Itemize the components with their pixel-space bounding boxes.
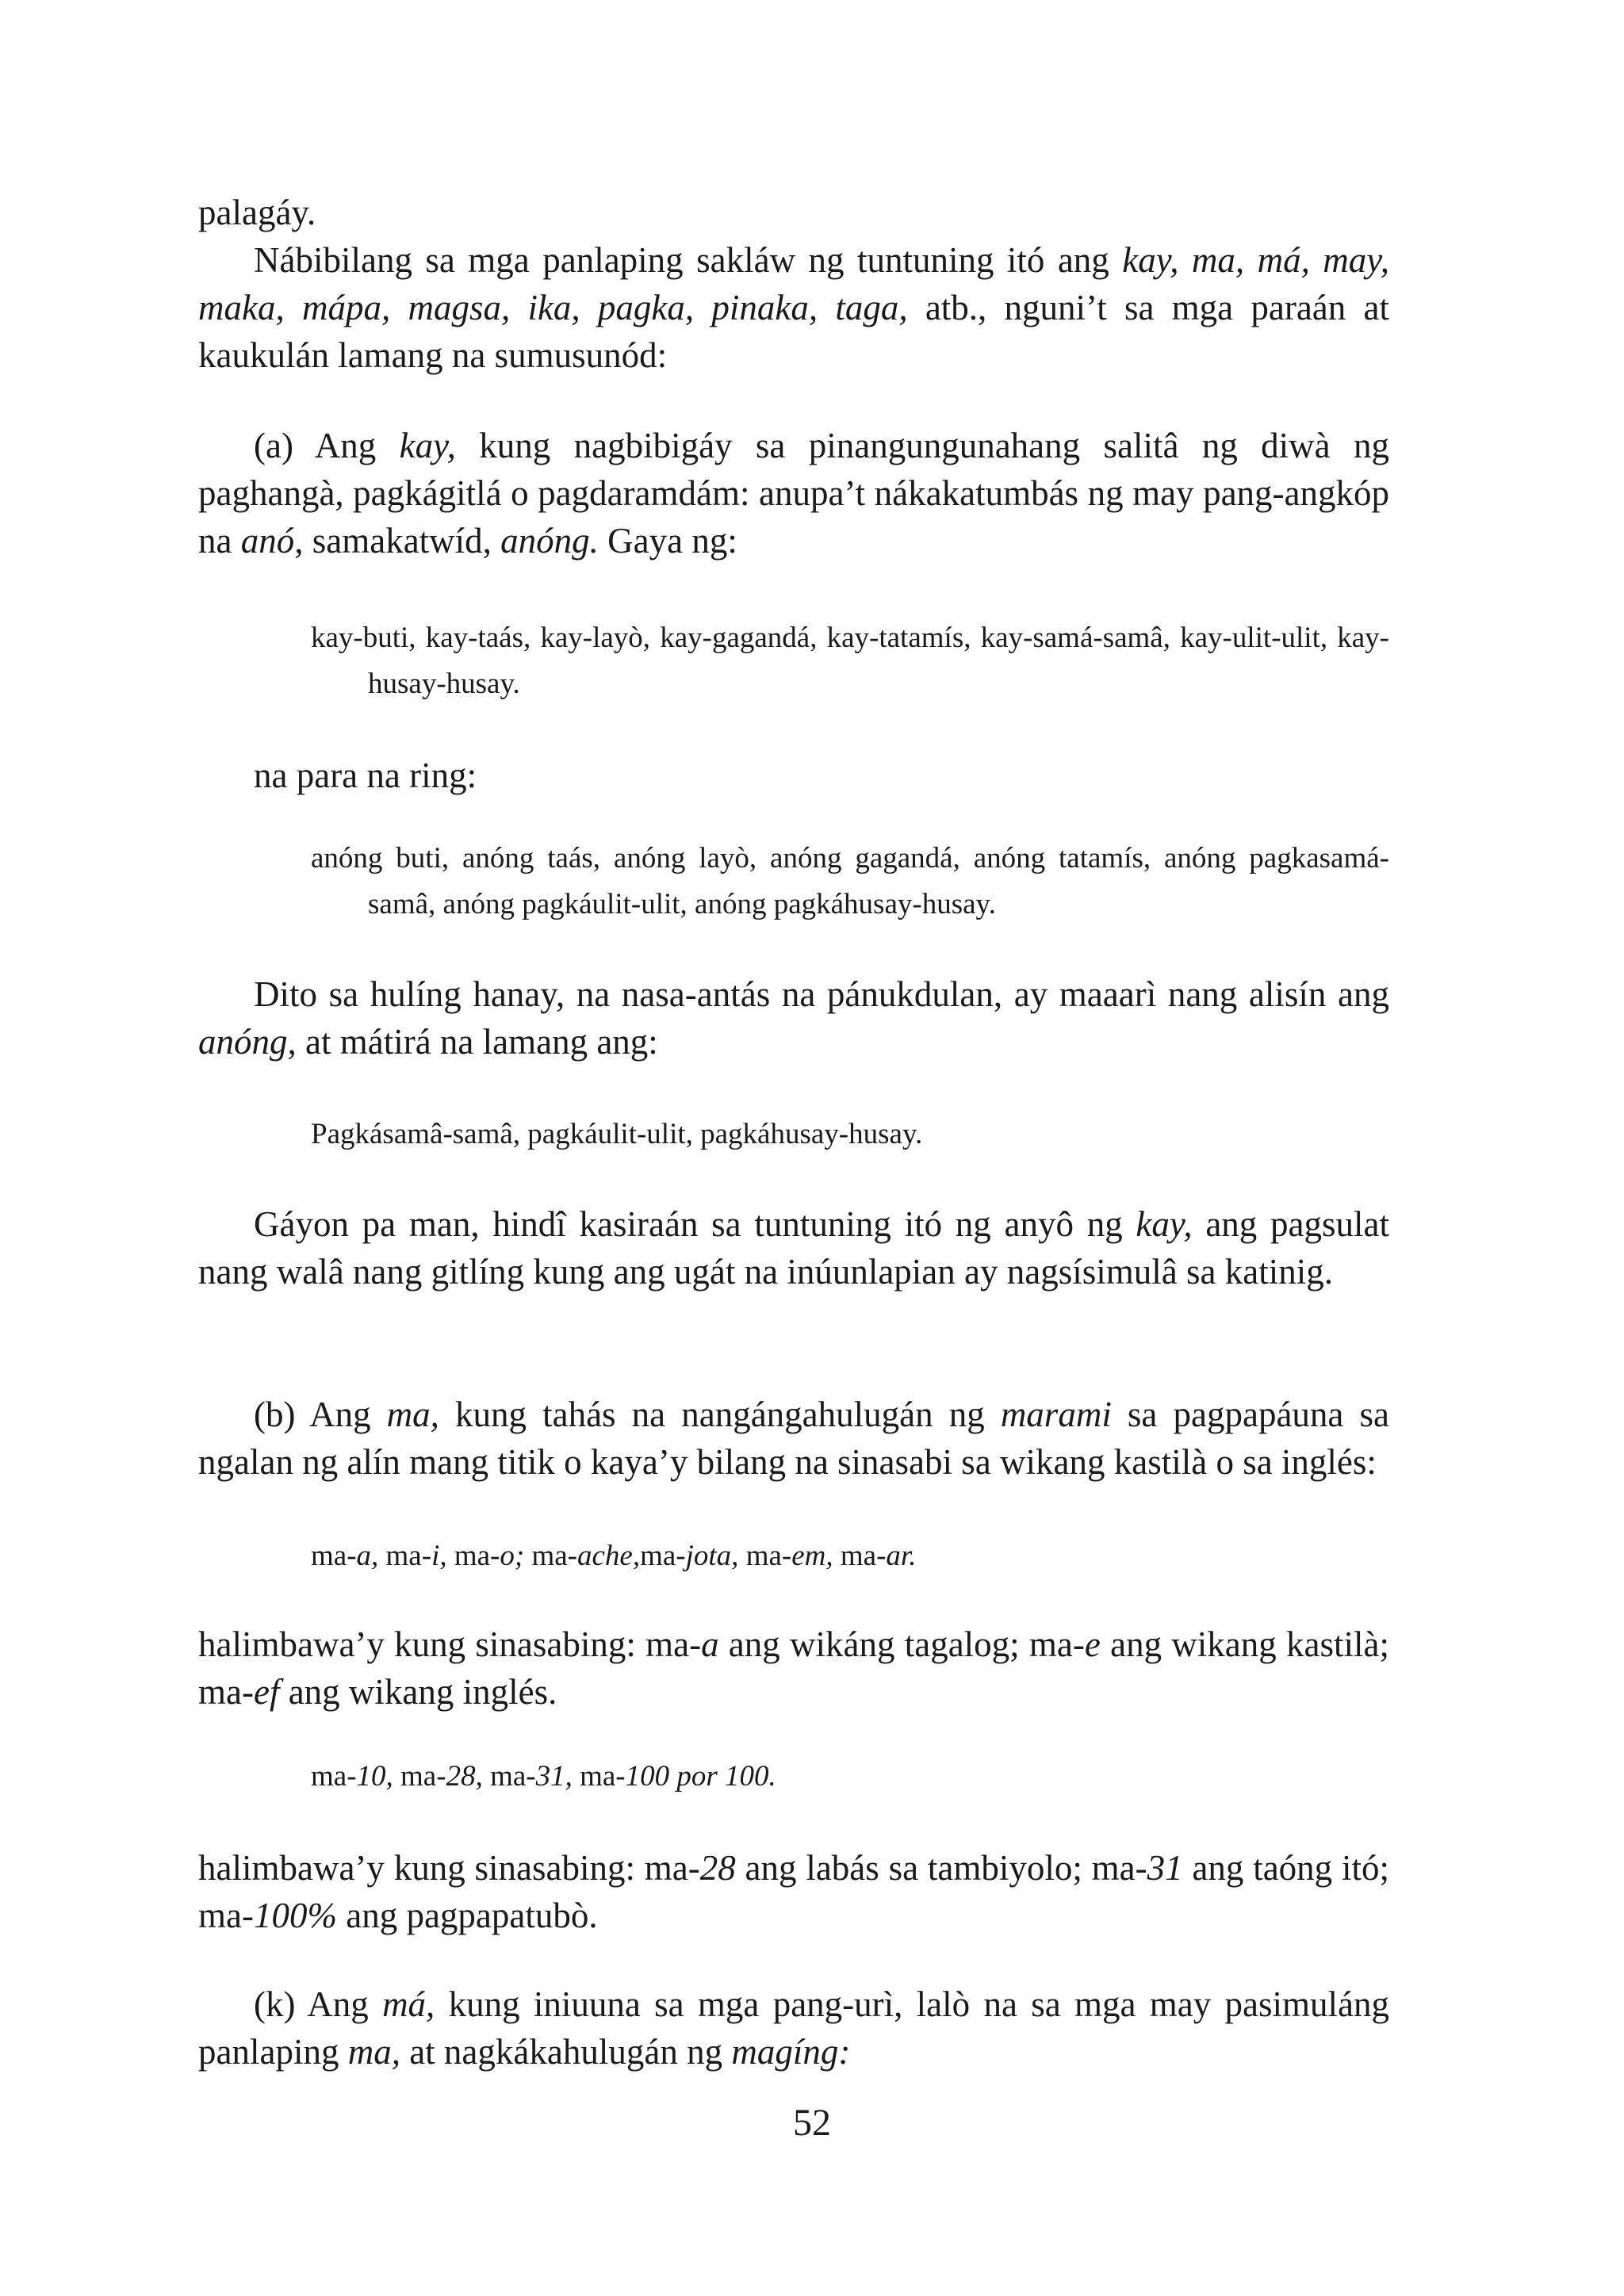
text-span: kung tahás na nangángahulugán ng	[439, 1395, 1001, 1434]
text-span: samakatwíd,	[303, 521, 501, 561]
text-span: ma-	[393, 1760, 446, 1793]
paragraph-k	[198, 1980, 1389, 2076]
text-span: (b) Ang	[254, 1395, 387, 1434]
italic-span: marami	[1000, 1395, 1112, 1434]
paragraph-continuation: palagáy.	[198, 193, 316, 232]
text-span: halimbawa’y kung sinasabing: ma-	[198, 1624, 702, 1664]
italic-span: kay,	[1136, 1204, 1193, 1244]
italic-span: e	[1084, 1624, 1101, 1664]
italic-span: 31	[1147, 1848, 1183, 1888]
italic-span: má,	[382, 1984, 435, 2024]
italic-span: jota,	[685, 1540, 739, 1572]
text-span: ma-	[640, 1540, 686, 1572]
text-span: sa pagpapáuna sa ngalan ng alín mang titik o kaya’y bilang na sinasabi sa wikang kastilà o sa inglés:	[198, 1395, 1389, 1482]
text-span: ma-	[524, 1540, 577, 1572]
italic-span: 100%	[253, 1896, 337, 1935]
text-span: ang labás sa tambiyolo; ma-	[735, 1848, 1147, 1888]
text-span: ma-	[482, 1760, 536, 1793]
text-span: kung iniuuna sa mga pang-urì, lalò na sa mga may pasimuláng panlaping	[198, 1984, 1389, 2072]
italic-span: o;	[500, 1540, 525, 1572]
paragraph-dito	[198, 970, 1389, 1066]
text-span: ang taóng itó; ma-	[198, 1848, 1389, 1935]
text-span: (k) Ang	[254, 1984, 383, 2024]
page-number: 52	[793, 2102, 831, 2144]
text-span: ma-	[738, 1540, 792, 1572]
text-span: Dito sa hulíng hanay, na nasa-antás na pánukdulan, ay maaarì nang alisín ang	[254, 974, 1389, 1014]
paragraph-a	[198, 422, 1389, 564]
italic-span: em,	[791, 1540, 833, 1572]
example-block-letters	[311, 1533, 1389, 1579]
paragraph-gayon	[198, 1200, 1389, 1295]
text-span: ang wikang inglés.	[279, 1672, 557, 1712]
italic-span: ar.	[886, 1540, 917, 1572]
text-span: ang wikang kastilà; ma-	[198, 1624, 1389, 1712]
example-block-kay: kay-buti, kay-taás, kay-layò, kay-gagandá, kay-tatamís, kay-samá-samâ, kay-ulit-ulit, kay-husay-husay.	[311, 622, 1389, 700]
paragraph-affix-list	[198, 236, 1389, 379]
paragraph-b	[198, 1391, 1389, 1486]
text-span: kung nagbibigáy sa pinangungunahang salitâ ng diwà ng paghangà, pagkágitlá o pagdaramdám: anupa’t nákakatumbás ng may pang-angkóp na	[198, 426, 1389, 561]
italic-span: anó,	[240, 521, 304, 561]
text-span: Gáyon pa man, hindî kasiraán sa tuntuning itó ng anyô ng	[254, 1204, 1136, 1244]
example-block-anong: anóng buti, anóng taás, anóng layò, anóng gagandá, anóng tatamís, anóng pagkasamá-samâ, anóng pagkáulit-ulit, anóng pagkáhusay-husay.	[311, 842, 1389, 920]
text-span: ang wikáng tagalog; ma-	[718, 1624, 1085, 1664]
text-span: ma-	[311, 1760, 357, 1793]
italic-span: ache,	[576, 1540, 641, 1572]
text-span: at mátirá na lamang ang:	[296, 1022, 658, 1062]
italic-span: ef	[253, 1672, 280, 1712]
text-span: halimbawa’y kung sinasabing: ma-	[198, 1848, 700, 1888]
italic-span: kay,	[399, 426, 456, 465]
text-span: ang pagsulat nang walâ nang gitlíng kung ang ugát na inúunlapian ay nagsísimulâ sa katinig.	[198, 1204, 1389, 1292]
italic-span: anóng,	[198, 1022, 297, 1062]
italic-span: magíng:	[731, 2032, 851, 2072]
text-span: Nábibilang sa mga panlaping sakláw ng tuntuning itó ang	[254, 240, 1123, 280]
text-span: ang pagpapatubò.	[336, 1896, 598, 1935]
paragraph-na-para: na para na ring:	[254, 756, 477, 795]
text-span: ma-	[572, 1760, 626, 1793]
text-span: (a) Ang	[254, 426, 400, 465]
text-span: at nagkákahulugán ng	[400, 2032, 732, 2072]
italic-span: ma,	[347, 2032, 400, 2072]
text-span: Gaya ng:	[598, 521, 737, 561]
text-span: ma-	[833, 1540, 887, 1572]
paragraph-halimbawa-numbers	[198, 1844, 1389, 1939]
text-span: ma-	[378, 1540, 432, 1572]
italic-span: 28,	[446, 1760, 483, 1793]
italic-span: kay, ma, má, may, maka, mápa, magsa, ika, pagka, pinaka, taga,	[198, 240, 1389, 327]
italic-span: 10,	[356, 1760, 393, 1793]
italic-span: 28	[699, 1848, 736, 1888]
paragraph-halimbawa-letters	[198, 1621, 1389, 1716]
text-span: atb., nguni’t sa mga paraán at kaukulán lamang na sumusunód:	[198, 288, 1389, 375]
italic-span: ma,	[386, 1395, 439, 1434]
italic-span: anóng.	[500, 521, 599, 561]
text-span: ma-	[311, 1540, 357, 1572]
example-block-numbers	[311, 1754, 1389, 1800]
italic-span: 100 por 100.	[625, 1760, 776, 1793]
text-span: ma-	[446, 1540, 500, 1572]
example-block-pagka: Pagkásamâ-samâ, pagkáulit-ulit, pagkáhusay-husay.	[311, 1118, 923, 1150]
italic-span: 31,	[535, 1760, 573, 1793]
italic-span: i,	[431, 1540, 447, 1572]
italic-span: a	[701, 1624, 719, 1664]
italic-span: a,	[356, 1540, 379, 1572]
